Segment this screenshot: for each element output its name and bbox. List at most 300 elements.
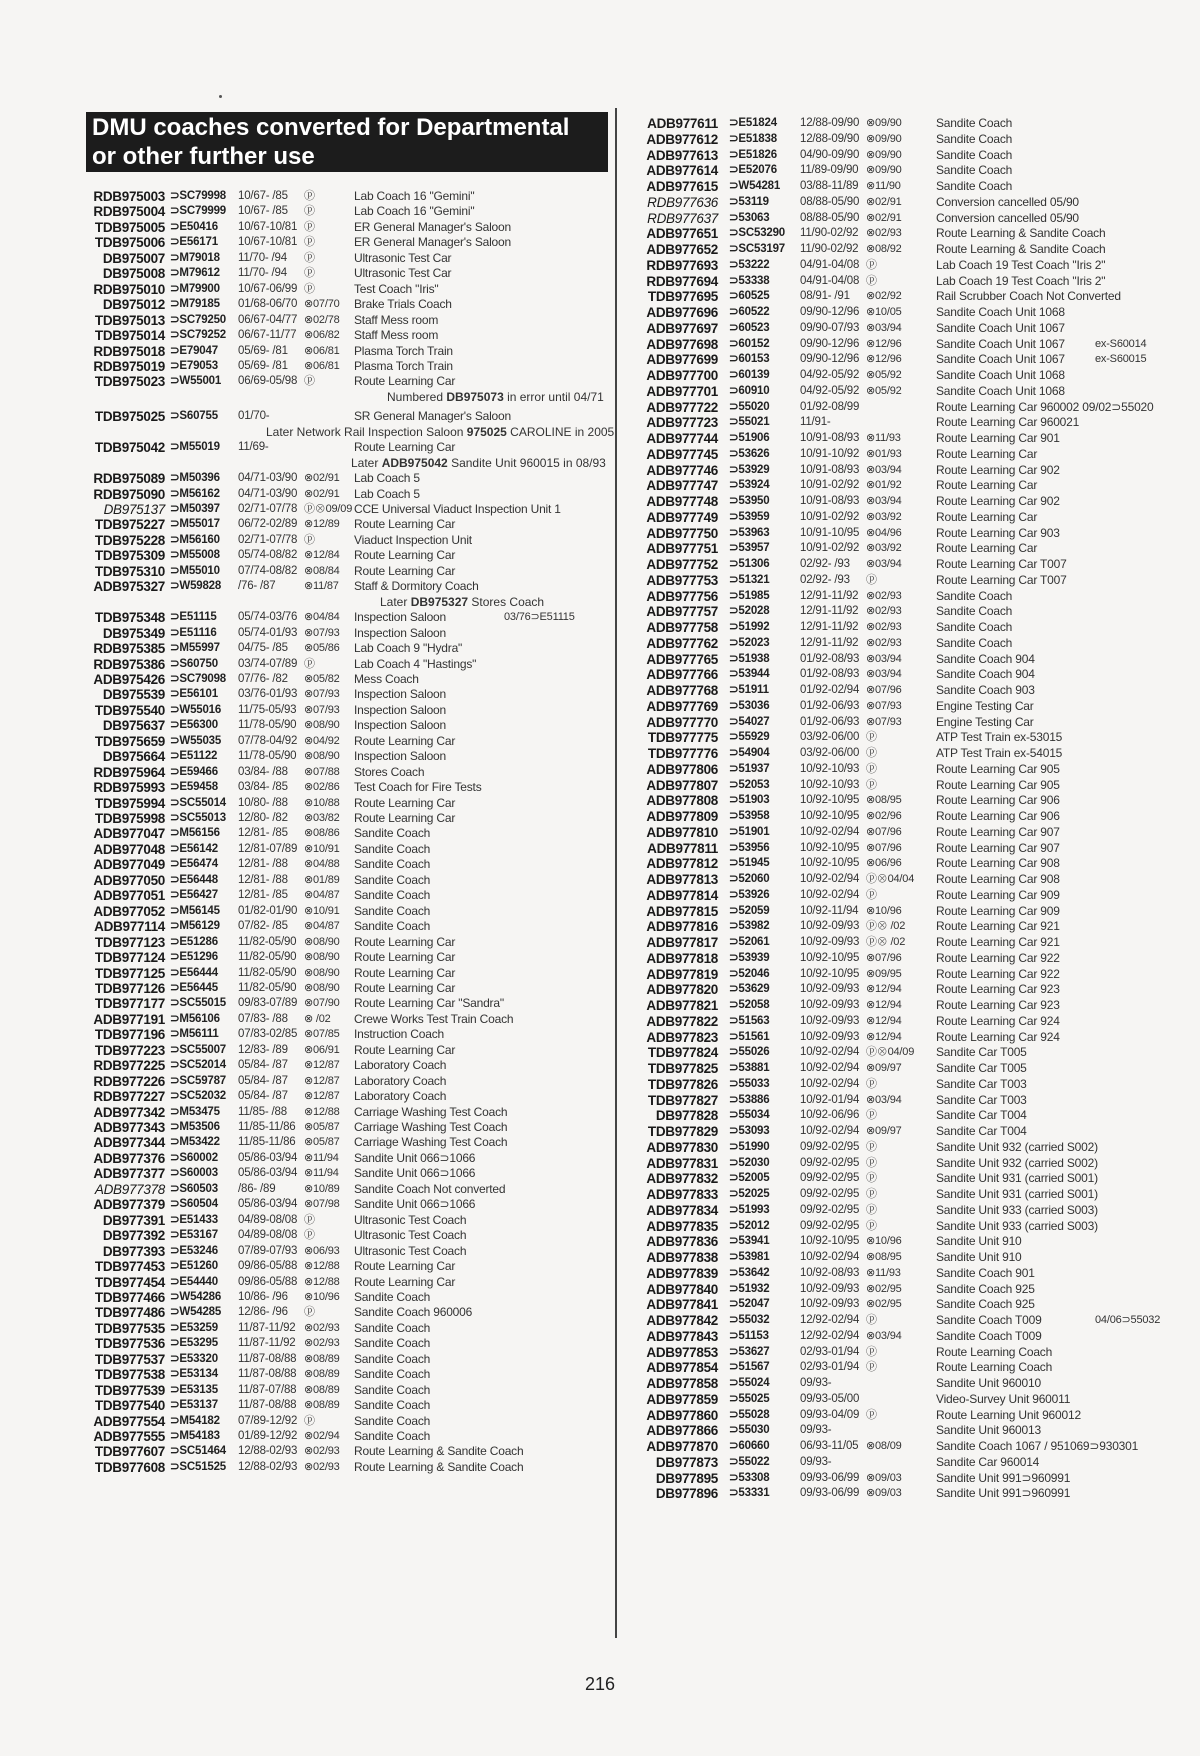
service-dates: 09/93-05/00	[800, 1392, 860, 1405]
original-number: ⊃SC79250	[170, 313, 226, 326]
original-number: ⊃53331	[729, 1487, 770, 1500]
service-dates: 11/87-07/88	[238, 1383, 297, 1396]
description: Laboratory Coach	[354, 1089, 447, 1104]
table-row	[86, 1134, 610, 1151]
vehicle-id: ADB977344	[93, 1135, 165, 1151]
vehicle-id: DB975008	[102, 266, 165, 282]
service-dates: 12/88-09/90	[800, 132, 860, 145]
table-row	[86, 1057, 610, 1074]
description: Route Learning Car 909	[936, 887, 1060, 902]
vehicle-id: ADB977751	[646, 541, 718, 557]
table-row	[86, 887, 610, 904]
description: Sandite Coach	[936, 604, 1013, 619]
status-mark: ⊗08/89	[304, 1383, 340, 1396]
table-row	[86, 1397, 610, 1414]
vehicle-id: TDB977535	[94, 1320, 165, 1336]
original-number: ⊃51153	[729, 1329, 769, 1342]
vehicle-id: ADB977758	[646, 620, 718, 635]
original-number: ⊃52030	[729, 1156, 770, 1169]
original-number: ⊃E53320	[170, 1352, 218, 1365]
service-dates: 05/86-03/94	[238, 1167, 298, 1180]
table-row	[86, 795, 610, 812]
description: Sandite Coach	[354, 1382, 431, 1397]
service-dates: 09/92-02/95	[800, 1172, 860, 1185]
table-row	[630, 619, 1130, 636]
service-dates: 02/93-01/94	[800, 1345, 860, 1358]
service-dates: 04/71-03/90	[238, 487, 298, 500]
service-dates: 10/86- /96	[238, 1290, 288, 1303]
description: Sandite Car T003	[936, 1076, 1027, 1091]
description: Sandite Coach Unit 1067	[936, 320, 1065, 335]
vehicle-id: ADB977749	[646, 509, 718, 525]
table-row	[630, 1391, 1130, 1408]
table-row	[630, 1139, 1130, 1156]
original-number: ⊃55028	[729, 1408, 770, 1421]
description: Sandite Coach	[936, 620, 1013, 634]
table-row	[630, 1186, 1130, 1203]
status-mark: ⓟ	[866, 731, 877, 744]
table-row	[86, 516, 610, 533]
status-mark: ⊗07/70	[304, 298, 340, 311]
description: Sandite Car T005	[936, 1045, 1027, 1060]
service-dates: 11/82-05/90	[238, 981, 297, 994]
status-mark: ⊗05/92	[866, 384, 902, 397]
description: Route Learning Car	[354, 795, 456, 810]
vehicle-id: DB977391	[102, 1212, 165, 1228]
status-mark: ⊗02/93	[866, 636, 902, 649]
status-mark: ⊗08/90	[304, 750, 340, 763]
vehicle-id: TDB975042	[94, 440, 165, 456]
table-row	[630, 1107, 1130, 1124]
vehicle-id: TDB975659	[94, 733, 165, 749]
original-number: ⊃51561	[729, 1030, 770, 1043]
service-dates: 10/91-02/92	[800, 479, 860, 492]
status-mark: ⓟ	[866, 762, 877, 775]
vehicle-id: ADB977378	[94, 1181, 165, 1197]
description: Sandite Unit 932 (carried S002)	[936, 1139, 1098, 1154]
status-mark: ⊗03/82	[304, 812, 340, 824]
note-id: ADB975042	[381, 455, 448, 470]
status-mark: ⊗03/94	[866, 321, 902, 334]
vehicle-id: TDB977540	[94, 1398, 165, 1414]
service-dates: 11/82-05/90	[238, 966, 297, 979]
vehicle-id: TDB975025	[94, 409, 165, 425]
note-id: 975025	[466, 424, 507, 439]
table-row	[630, 635, 1130, 652]
vehicle-id: ADB977822	[646, 1013, 718, 1029]
status-mark: ⊗09/97	[866, 1125, 902, 1137]
vehicle-id: TDB977126	[94, 980, 165, 996]
original-number: ⊃52059	[729, 904, 770, 917]
description: Conversion cancelled 05/90	[936, 210, 1079, 225]
description: Route Learning Car 923	[936, 982, 1060, 997]
vehicle-id: ADB977613	[646, 147, 718, 163]
vehicle-id: DB977873	[655, 1454, 718, 1470]
description: Route Learning Car 905	[936, 777, 1060, 792]
original-number: ⊃S60503	[170, 1182, 218, 1195]
original-number: ⊃51563	[729, 1014, 770, 1027]
service-dates: /76- /87	[238, 580, 276, 593]
original-number: ⊃E56300	[170, 719, 218, 732]
table-row	[630, 651, 1130, 668]
status-mark: ⊗11/90	[866, 180, 901, 192]
table-row	[630, 950, 1130, 967]
original-number: ⊃55024	[729, 1377, 770, 1389]
status-mark: ⓟ	[866, 1156, 877, 1169]
table-row	[630, 1485, 1130, 1502]
vehicle-id: ADB975327	[93, 579, 165, 595]
status-mark: ⊗12/94	[866, 999, 902, 1011]
original-number: ⊃53939	[729, 951, 770, 964]
service-dates: 06/93-11/05	[800, 1440, 859, 1452]
vehicle-id: ADB977807	[646, 777, 718, 793]
description: ATP Test Train ex-53015	[936, 730, 1063, 745]
description: Sandite Car T003	[936, 1092, 1027, 1107]
service-dates: 12/81- /85	[238, 827, 288, 840]
original-number: ⊃51937	[729, 762, 770, 775]
status-mark: ⊗02/93	[304, 1321, 340, 1334]
original-number: ⊃53926	[729, 888, 770, 901]
service-dates: 03/84- /88	[238, 765, 288, 778]
service-dates: 10/92-09/93	[800, 1014, 860, 1027]
status-mark: ⓟ	[866, 1109, 877, 1122]
vehicle-id: ADB977833	[646, 1187, 718, 1202]
table-row	[630, 572, 1130, 589]
description: Laboratory Coach	[354, 1058, 447, 1073]
status-mark: ⊗08/84	[304, 564, 340, 577]
service-dates: 10/92-10/93	[800, 778, 860, 791]
original-number: ⊃53629	[729, 983, 770, 996]
table-row	[86, 1104, 610, 1121]
description: Engine Testing Car	[936, 714, 1034, 729]
service-dates: 10/92-02/94	[800, 1125, 860, 1137]
table-row	[86, 439, 610, 456]
vehicle-id: RDB975964	[93, 764, 165, 780]
vehicle-id: ADB977696	[646, 305, 718, 320]
original-number: ⊃E56448	[170, 873, 218, 886]
status-mark: ⊗11/87	[304, 580, 339, 593]
note-text: CAROLINE in 2005	[506, 424, 615, 439]
description: Route Learning Car 908	[936, 856, 1060, 871]
table-row	[630, 210, 1130, 227]
original-number: ⊃52058	[729, 999, 770, 1011]
original-number: ⊃M56160	[170, 533, 220, 546]
description: Sandite Coach	[936, 116, 1013, 130]
vehicle-id: ADB977840	[646, 1281, 718, 1297]
service-dates: 07/82- /85	[238, 920, 288, 933]
vehicle-id: TDB975994	[94, 795, 165, 811]
table-row	[86, 501, 610, 518]
description: Route Learning Car 906	[936, 793, 1060, 808]
original-number: ⊃53924	[729, 479, 770, 492]
description: Sandite Coach	[354, 1351, 431, 1366]
description: Crewe Works Test Train Coach	[354, 1011, 514, 1026]
vehicle-id: ADB977866	[646, 1423, 718, 1439]
service-dates: 11/90-02/92	[800, 243, 859, 255]
original-number: ⊃E79053	[170, 359, 218, 372]
table-row	[630, 1044, 1130, 1061]
vehicle-id: TDB975348	[94, 610, 165, 626]
service-dates: 10/67-10/81	[238, 220, 298, 233]
table-row	[86, 358, 610, 375]
vehicle-id: RDB975090	[93, 486, 165, 502]
vehicle-id: ADB977810	[646, 824, 718, 840]
vehicle-id: TDB975013	[94, 312, 165, 328]
table-row	[630, 777, 1130, 794]
description: Laboratory Coach	[354, 1073, 447, 1088]
vehicle-id: ADB977835	[646, 1218, 718, 1234]
table-row	[86, 486, 610, 503]
vehicle-id: TDB975998	[94, 811, 165, 826]
description: Route Learning Car 901	[936, 431, 1060, 445]
vehicle-id: ADB977765	[646, 651, 718, 667]
service-dates: 07/78-04/92	[238, 734, 298, 747]
vehicle-id: ADB977806	[646, 761, 718, 777]
status-mark: ⊗07/93	[866, 699, 902, 712]
original-number: ⊃52025	[729, 1188, 770, 1200]
service-dates: 03/84- /85	[238, 781, 288, 794]
service-dates: 05/84- /87	[238, 1090, 288, 1103]
status-mark: ⊗03/92	[866, 542, 902, 555]
service-dates: 09/93-	[800, 1455, 832, 1468]
table-row	[86, 1073, 610, 1090]
original-number: ⊃51945	[729, 857, 770, 870]
service-dates: 11/90-02/92	[800, 227, 859, 240]
extra-note: 04/06⊃55032	[1095, 1314, 1161, 1326]
status-mark: ⊗07/96	[866, 684, 902, 696]
vehicle-id: TDB975023	[94, 374, 165, 390]
status-mark: ⊗09/90	[866, 164, 902, 177]
status-mark: ⊗07/96	[866, 841, 902, 854]
original-number: ⊃60525	[729, 290, 770, 303]
description: Sandite Coach 925	[936, 1297, 1035, 1312]
table-row	[86, 343, 610, 360]
description: Staff Mess room	[354, 328, 439, 343]
vehicle-id: TDB977453	[94, 1259, 165, 1275]
table-row	[86, 188, 610, 205]
table-row	[630, 918, 1130, 935]
status-mark: ⊗05/86	[304, 642, 340, 655]
service-dates: 10/92-02/94	[800, 1251, 860, 1263]
service-dates: 07/89-12/92	[238, 1414, 298, 1427]
table-row	[630, 729, 1130, 746]
service-dates: 10/92-10/95	[800, 951, 860, 964]
vehicle-id: TDB977539	[94, 1382, 165, 1398]
description: Route Learning Car	[354, 440, 456, 455]
original-number: ⊃M56162	[170, 487, 220, 500]
vehicle-id: ADB977191	[93, 1011, 165, 1027]
table-row	[630, 1060, 1130, 1077]
description: Sandite Unit 910	[936, 1250, 1022, 1264]
description: Sandite Coach T009	[936, 1313, 1042, 1327]
service-dates: 02/92- /93	[800, 573, 850, 586]
status-mark: ⊗08/95	[866, 794, 902, 807]
table-row	[86, 609, 610, 626]
service-dates: 09/93-	[800, 1424, 832, 1437]
status-mark: ⊗02/86	[304, 781, 340, 794]
status-mark: ⊗12/84	[304, 549, 340, 562]
table-row	[86, 656, 610, 673]
description: Sandite Coach	[354, 841, 431, 856]
table-row	[86, 1289, 610, 1306]
vehicle-id: RDB975993	[93, 780, 165, 796]
section-title-line1: DMU coaches converted for Departmental	[92, 114, 570, 141]
original-number: ⊃53944	[729, 668, 770, 681]
status-mark: ⊗03/94	[866, 668, 902, 681]
table-row	[86, 841, 610, 858]
description: Plasma Torch Train	[354, 343, 453, 358]
status-mark: ⊗07/93	[304, 703, 340, 716]
table-row	[86, 1196, 610, 1213]
service-dates: 09/93-06/99	[800, 1487, 860, 1500]
original-number: ⊃M53475	[170, 1105, 220, 1118]
status-mark: ⓟ	[866, 1345, 877, 1358]
service-dates: 10/92-02/94	[800, 873, 860, 885]
service-dates: 11/87-08/88	[238, 1399, 297, 1412]
original-number: ⊃55025	[729, 1392, 770, 1405]
original-number: ⊃E53135	[170, 1383, 218, 1396]
status-mark: ⊗09/03	[866, 1471, 902, 1484]
table-row	[86, 1011, 610, 1028]
original-number: ⊃SC55007	[170, 1043, 226, 1056]
status-mark: ⊗08/92	[866, 243, 902, 255]
vehicle-id: ADB977723	[646, 415, 718, 431]
service-dates: 09/92-02/95	[800, 1188, 860, 1200]
status-mark: ⊗12/87	[304, 1074, 340, 1087]
status-mark: ⓟ	[866, 274, 877, 287]
table-row	[630, 225, 1130, 242]
service-dates: 03/76-01/93	[238, 688, 298, 701]
original-number: ⊃E54440	[170, 1275, 218, 1288]
table-row	[630, 241, 1130, 258]
description: Route Learning Car 923	[936, 998, 1060, 1012]
vehicle-id: ADB977843	[646, 1328, 718, 1344]
vehicle-id: TDB977827	[647, 1092, 718, 1108]
vehicle-id: TDB975014	[94, 328, 165, 344]
service-dates: 11/69-	[238, 441, 269, 454]
service-dates: 10/91-10/92	[800, 447, 860, 460]
status-mark: ⓟ	[304, 282, 315, 295]
description: Sandite Coach	[354, 826, 431, 841]
table-row	[630, 257, 1130, 274]
service-dates: 09/86-05/88	[238, 1275, 298, 1288]
vehicle-id: DB977896	[655, 1486, 718, 1502]
table-row	[630, 808, 1130, 825]
original-number: ⊃M55010	[170, 564, 220, 577]
description: Route Learning Car 907	[936, 824, 1060, 839]
table-row	[86, 918, 610, 935]
table-row	[86, 1088, 610, 1105]
status-mark: ⓟ	[866, 1077, 877, 1090]
status-mark: ⊗02/91	[866, 195, 902, 208]
service-dates: 07/76- /82	[238, 672, 288, 685]
vehicle-id: ADB977815	[646, 903, 718, 919]
status-mark: ⊗11/93	[866, 432, 901, 444]
service-dates: 05/69- /81	[238, 359, 288, 372]
service-dates: 02/93-01/94	[800, 1361, 860, 1374]
status-mark: ⓟ⊗04/09	[866, 1046, 915, 1059]
original-number: ⊃55030	[729, 1424, 770, 1437]
table-row	[86, 1428, 610, 1445]
description: Route Learning Car "Sandra"	[354, 996, 504, 1011]
table-row	[630, 131, 1130, 148]
status-mark: ⊗04/87	[304, 920, 340, 933]
service-dates: 04/91-04/08	[800, 274, 860, 287]
original-number: ⊃55032	[729, 1314, 770, 1326]
status-mark: ⊗08/90	[304, 966, 340, 979]
service-dates: 11/70- /94	[238, 251, 287, 264]
vehicle-id: ADB977697	[646, 320, 718, 336]
service-dates: 03/92-06/00	[800, 747, 860, 759]
vehicle-id: ADB977819	[646, 966, 718, 982]
vehicle-id: TDB977538	[94, 1367, 165, 1383]
vehicle-id: ADB977836	[646, 1234, 718, 1250]
vehicle-id: ADB977858	[646, 1376, 718, 1391]
description: SR General Manager's Saloon	[354, 409, 511, 424]
table-row	[86, 1335, 610, 1352]
row-note	[380, 594, 544, 611]
table-row	[630, 414, 1130, 431]
service-dates: 01/89-12/92	[238, 1430, 298, 1442]
status-mark: ⊗03/94	[866, 558, 902, 570]
original-number: ⊃53338	[729, 274, 770, 287]
description: Sandite Coach	[936, 131, 1013, 146]
description: Sandite Coach	[354, 1336, 431, 1351]
description: Sandite Coach	[354, 1429, 431, 1443]
table-row	[630, 477, 1130, 494]
description: Lab Coach 4 "Hastings"	[354, 656, 477, 671]
service-dates: 06/69-05/98	[238, 375, 298, 388]
status-mark: ⊗07/85	[304, 1028, 340, 1041]
original-number: ⊃54904	[729, 747, 770, 759]
vehicle-id: ADB977821	[646, 998, 718, 1013]
service-dates: 10/91-10/95	[800, 526, 860, 539]
status-mark: ⊗03/94	[866, 495, 902, 507]
status-mark: ⓟ⊗ /02	[866, 936, 906, 948]
status-mark: ⓟ	[866, 1172, 877, 1185]
description: Sandite Car T005	[936, 1061, 1027, 1075]
description: Sandite Unit 933 (carried S003)	[936, 1202, 1098, 1217]
section-title-box	[86, 112, 608, 172]
status-mark: ⓟ	[866, 888, 877, 901]
extra-note: ex-S60015	[1095, 353, 1147, 366]
status-mark: ⓟ	[866, 1408, 877, 1421]
status-mark: ⓟ	[304, 190, 315, 202]
service-dates: 07/83-02/85	[238, 1028, 298, 1041]
description: Sandite Coach Not converted	[354, 1181, 506, 1196]
table-row	[86, 1042, 610, 1059]
original-number: ⊃M79185	[170, 298, 220, 311]
table-row	[86, 640, 610, 657]
status-mark: ⊗12/94	[866, 983, 902, 996]
table-row	[630, 1375, 1130, 1392]
original-number: ⊃M79018	[170, 251, 220, 264]
description: Sandite Coach T009	[936, 1328, 1042, 1343]
table-row	[86, 934, 610, 951]
vehicle-id: ADB977343	[93, 1120, 165, 1135]
original-number: ⊃M54182	[170, 1414, 220, 1427]
service-dates: 02/92- /93	[800, 558, 850, 570]
vehicle-id: DB977392	[102, 1228, 165, 1244]
vehicle-id: ADB977747	[646, 478, 718, 494]
vehicle-id: DB975637	[102, 718, 165, 734]
page-dot	[219, 95, 222, 98]
service-dates: 10/92-11/94	[800, 904, 859, 917]
description: Route Learning Car	[354, 374, 456, 389]
original-number: ⊃E53137	[170, 1399, 218, 1412]
original-number: ⊃54027	[729, 715, 770, 728]
original-number: ⊃E51122	[170, 750, 218, 763]
